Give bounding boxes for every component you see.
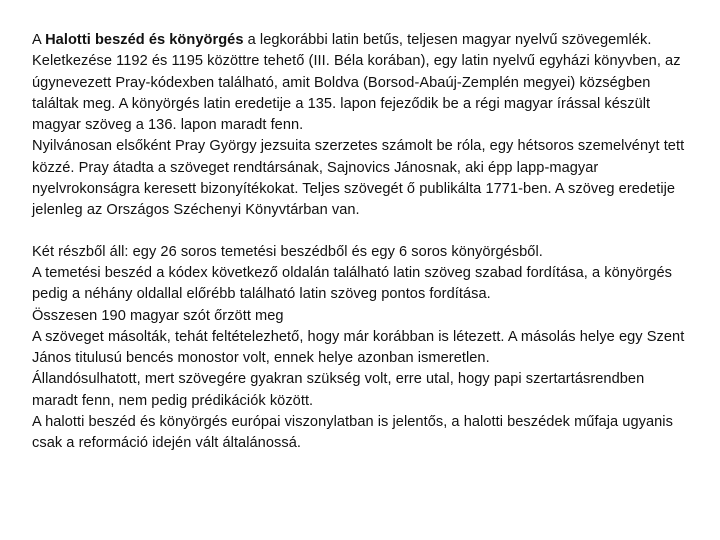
structure-paragraph: Két részből áll: egy 26 soros temetési beszédből és egy 6 soros könyörgésből. <box>32 243 543 260</box>
translation-paragraph: A temetési beszéd a kódex következő oldalán található latin szöveg szabad fordítása, a könyörgés pedig a néhány oldallal előrébb található latin szöveg pontos fordítása. <box>32 264 673 303</box>
intro-suffix: a legkorábbi latin betűs, teljesen magyar nyelvű szövegemlék. <box>243 32 652 48</box>
formula-paragraph: Állandósulhatott, mert szövegére gyakran szükség volt, erre utal, hogy papi szertartásrendben maradt fenn, nem pedig prédikációk között. <box>32 371 645 409</box>
intro-title-bold: Halotti beszéd és könyörgés <box>45 32 244 48</box>
publication-paragraph: Nyilvánosan elsőként Pray György jezsuita szerzetes számolt be róla, egy hétsoros szemelvényt tett közzé. Pray átadta a szöveget rendtársának, Sajnovics Jánosnak, aki épp lapp-magyar nyelvrokonságra keresett bizonyítékokat. Teljes szövegét ő publikálta 1771-ben. A szöveg eredetije jelenleg az Országos Széchenyi Könyvtárban van. <box>32 138 685 219</box>
paragraph-spacer <box>32 222 694 242</box>
copy-paragraph: A szöveget másolták, tehát feltételezhető, hogy már korábban is létezett. A másolás helye egy Szent János titulusú bencés monostor volt, ennek helye azonban ismeretlen. <box>32 328 685 367</box>
intro-prefix: A <box>32 32 46 48</box>
dating-paragraph: Keletkezése 1192 és 1195 közöttre tehető (III. Béla korában), egy latin nyelvű egyházi könyvben, az úgynevezett Pray-kódexben található, amit Boldva (Borsod-Abaúj-Zemplén megyei) községben találtak meg. A könyörgés latin eredetije a 135. lapon fejeződik be a régi magyar írással készült magyar szöveg a 136. lapon maradt fenn. <box>32 53 681 134</box>
significance-paragraph: A halotti beszéd és könyörgés európai viszonylatban is jelentős, a halotti beszédek műfaja ugyanis csak a reformáció idején vált általánossá. <box>32 414 673 452</box>
word-count-paragraph: Összesen 190 magyar szót őrzött meg <box>32 307 284 324</box>
text-content <box>32 30 694 455</box>
intro-paragraph <box>32 30 694 51</box>
